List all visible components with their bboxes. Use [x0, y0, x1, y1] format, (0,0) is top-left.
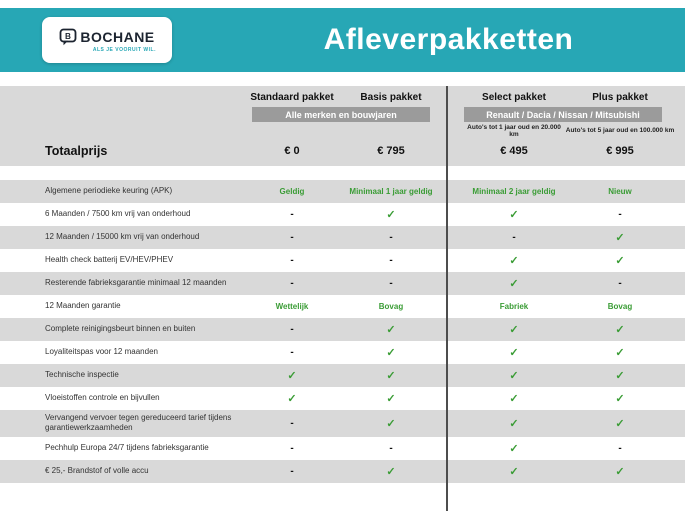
feature-value: Minimaal 1 jaar geldig	[349, 187, 433, 196]
feature-value: Minimaal 2 jaar geldig	[472, 187, 556, 196]
feature-label: Health check batterij EV/HEV/PHEV	[45, 255, 174, 265]
feature-value: Wettelijk	[275, 302, 309, 311]
column-subtitles-row	[0, 124, 685, 138]
check-icon: ✓	[509, 370, 519, 382]
feature-label: Technische inspectie	[45, 370, 119, 380]
dash-mark: -	[618, 442, 622, 454]
check-icon: ✓	[509, 442, 519, 455]
check-icon: ✓	[615, 347, 625, 359]
feature-row	[0, 410, 685, 437]
check-icon: ✓	[287, 370, 297, 382]
check-icon: ✓	[509, 393, 519, 405]
check-icon: ✓	[615, 324, 625, 336]
check-icon: ✓	[615, 255, 625, 267]
feature-label: Pechhulp Europa 24/7 tijdens fabrieksgarantie	[45, 443, 209, 453]
feature-label: Complete reinigingsbeurt binnen en buiten	[45, 324, 196, 334]
feature-label: Loyaliteitspas voor 12 maanden	[45, 347, 158, 357]
check-icon: ✓	[509, 255, 519, 267]
total-price-row	[0, 144, 685, 158]
feature-row	[0, 272, 685, 295]
svg-text:B: B	[65, 31, 72, 41]
feature-value: Nieuw	[608, 187, 632, 196]
subtitle-basis	[342, 127, 440, 135]
subtitle-select: Auto's tot 1 jaar oud en 20.000 km	[467, 124, 561, 138]
column-header-select: Select pakket	[482, 92, 546, 103]
column-header-plus: Plus pakket	[592, 92, 648, 103]
feature-row	[0, 437, 685, 460]
bochane-logo-icon	[59, 28, 77, 46]
dash-mark: -	[290, 417, 294, 429]
bottom-spacer	[0, 483, 685, 511]
check-icon: ✓	[615, 370, 625, 382]
group-badges-row	[0, 107, 685, 122]
check-icon: ✓	[509, 417, 519, 430]
feature-row	[0, 460, 685, 483]
dash-mark: -	[290, 255, 294, 266]
dash-mark: -	[290, 465, 294, 477]
check-icon: ✓	[386, 393, 396, 405]
dash-mark: -	[290, 209, 294, 220]
logo-row	[59, 28, 154, 46]
badge-alle-merken: Alle merken en bouwjaren	[252, 107, 430, 122]
feature-row	[0, 249, 685, 272]
subtitle-standaard	[242, 127, 342, 135]
check-icon: ✓	[615, 465, 625, 478]
check-icon: ✓	[386, 347, 396, 359]
price-standaard: € 0	[284, 145, 300, 157]
column-group-divider	[446, 86, 448, 511]
header-banner	[0, 8, 685, 72]
price-select: € 495	[500, 145, 528, 157]
price-basis: € 795	[377, 145, 405, 157]
check-icon: ✓	[509, 465, 519, 478]
feature-rows	[0, 180, 685, 483]
dash-mark: -	[389, 232, 393, 243]
dash-mark: -	[389, 255, 393, 266]
feature-row	[0, 341, 685, 364]
feature-label: Algemene periodieke keuring (APK)	[45, 186, 173, 196]
check-icon: ✓	[509, 347, 519, 359]
feature-value: Fabriek	[499, 302, 529, 311]
check-icon: ✓	[386, 324, 396, 336]
feature-row	[0, 364, 685, 387]
feature-label: € 25,- Brandstof of volle accu	[45, 466, 149, 476]
feature-label: Vervangend vervoer tegen gereduceerd tarief tijdens garantiewerkzaamheden	[45, 413, 232, 433]
feature-row	[0, 180, 685, 203]
check-icon: ✓	[615, 232, 625, 244]
check-icon: ✓	[386, 209, 396, 221]
feature-row	[0, 295, 685, 318]
table-header	[0, 86, 685, 166]
packages-table	[0, 86, 685, 511]
dash-mark: -	[618, 209, 622, 220]
dash-mark: -	[290, 442, 294, 454]
check-icon: ✓	[509, 324, 519, 336]
column-names-row	[0, 92, 685, 103]
feature-label: 12 Maanden garantie	[45, 301, 121, 311]
subtitle-plus: Auto's tot 5 jaar oud en 100.000 km	[565, 127, 675, 134]
dash-mark: -	[389, 278, 393, 289]
dash-mark: -	[290, 324, 294, 335]
check-icon: ✓	[386, 465, 396, 478]
header-body-gap	[0, 166, 685, 180]
check-icon: ✓	[386, 417, 396, 430]
check-icon: ✓	[615, 417, 625, 430]
brand-tagline: ALS JE VOORUIT WIL.	[92, 46, 156, 53]
feature-label: 12 Maanden / 15000 km vrij van onderhoud	[45, 232, 200, 242]
feature-label: Resterende fabrieksgarantie minimaal 12 maanden	[45, 278, 227, 288]
column-header-basis: Basis pakket	[360, 92, 422, 103]
dash-mark: -	[389, 442, 393, 454]
badge-merken-select-plus: Renault / Dacia / Nissan / Mitsubishi	[464, 107, 662, 122]
feature-value: Bovag	[378, 302, 404, 311]
afleverpakketten-page	[0, 8, 685, 511]
check-icon: ✓	[509, 278, 519, 290]
total-price-label: Totaalprijs	[45, 144, 108, 158]
dash-mark: -	[290, 232, 294, 243]
feature-row	[0, 318, 685, 341]
feature-value: Bovag	[607, 302, 633, 311]
feature-row	[0, 387, 685, 410]
dash-mark: -	[290, 347, 294, 358]
brand-name: BOCHANE	[80, 28, 155, 45]
check-icon: ✓	[386, 370, 396, 382]
column-header-standaard: Standaard pakket	[250, 92, 334, 103]
bochane-logo	[42, 17, 172, 63]
check-icon: ✓	[509, 209, 519, 221]
feature-label: 6 Maanden / 7500 km vrij van onderhoud	[45, 209, 191, 219]
check-icon: ✓	[615, 393, 625, 405]
page-title: Afleverpakketten	[323, 23, 574, 56]
dash-mark: -	[512, 232, 516, 243]
price-plus: € 995	[606, 145, 634, 157]
feature-value: Geldig	[279, 187, 305, 196]
dash-mark: -	[290, 278, 294, 289]
check-icon: ✓	[287, 393, 297, 405]
feature-row	[0, 226, 685, 249]
feature-label: Vloeistoffen controle en bijvullen	[45, 393, 160, 403]
dash-mark: -	[618, 278, 622, 289]
feature-row	[0, 203, 685, 226]
